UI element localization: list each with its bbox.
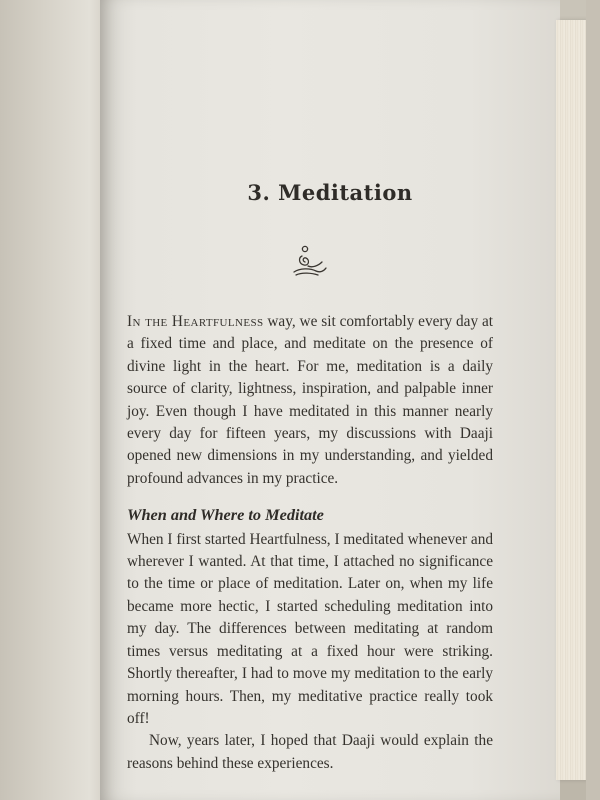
previous-page-edge (0, 0, 112, 800)
chapter-title: 3. Meditation (247, 180, 413, 205)
paragraph-2: When I first started Heartfulness, I meditated whenever and wherever I wanted. At that time, I attached no significance to the time or place of meditation. Later on, when my life became more hectic, I started scheduling meditation into my day. The differences between meditating at random times versus meditating at a fixed hour were striking. Shortly thereafter, I had to move my meditation to the early morning hours. Then, my meditative practice really took off! (127, 530, 493, 727)
meditating-figure-icon (284, 244, 332, 280)
intro-paragraph (127, 311, 493, 490)
intro-smallcaps: In the Heartfulness (127, 313, 264, 330)
paragraph-3: Now, years later, I hoped that Daaji would explain the reasons behind these experiences. (127, 732, 493, 772)
background-surface (586, 0, 600, 800)
intro-text: way, we sit comfortably every day at a fixed time and place, and meditate on the presence of divine light in the heart. For me, meditation is a daily source of clarity, lightness, inspiration, and palpable inner joy. Even though I have meditated in this manner nearly every day for fifteen years, my discussions with Daaji opened new dimensions in my understanding, and yielded profound advances in my practice. (127, 313, 493, 487)
section-heading: When and Where to Meditate (127, 505, 324, 525)
body-text (127, 311, 493, 775)
page-stack-edge (556, 20, 586, 780)
